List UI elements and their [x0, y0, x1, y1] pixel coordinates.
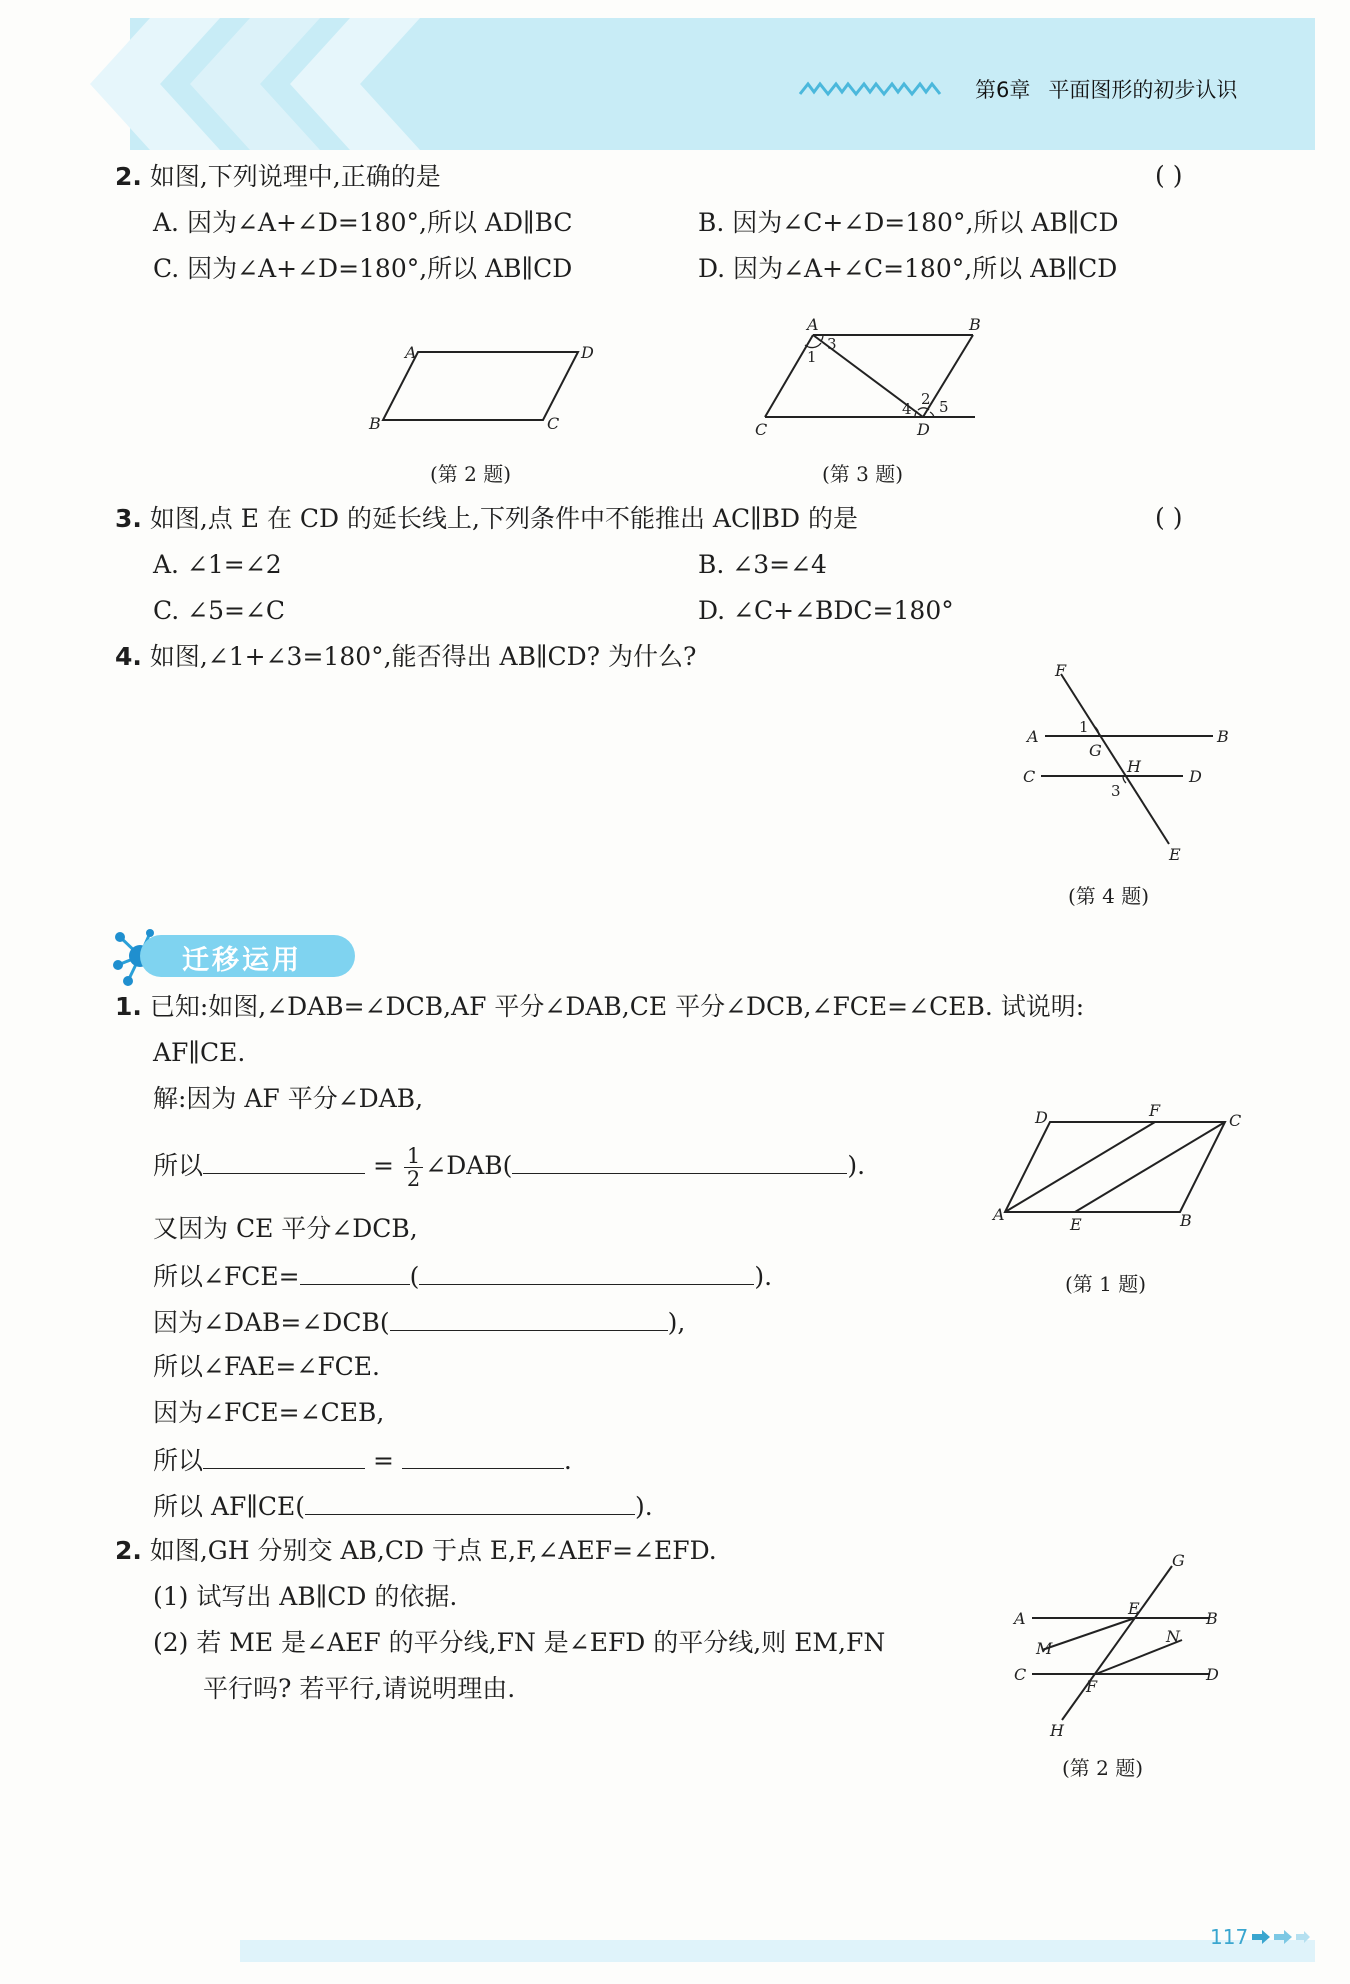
- t1-blank-1[interactable]: [203, 1147, 365, 1174]
- t1-label-e: E: [1070, 1215, 1082, 1234]
- q3-label-b: B: [969, 315, 981, 334]
- t1-line-5-prefix: 因为∠DAB=∠DCB(: [153, 1308, 390, 1337]
- q2-figure: [365, 335, 605, 435]
- q2-label-c: C: [547, 414, 560, 433]
- q4-label-f: F: [1055, 661, 1067, 680]
- q4-label-g: G: [1089, 741, 1102, 760]
- q4-stem-line: [115, 640, 696, 674]
- t2-label-h: H: [1050, 1721, 1064, 1740]
- q4-label-1: 1: [1079, 718, 1089, 736]
- q4-figure-caption: (第 4 题): [1068, 884, 1150, 908]
- q3-figure: [745, 312, 985, 442]
- t2-label-e: E: [1128, 1599, 1140, 1618]
- q2-label-d: D: [581, 343, 594, 362]
- t1-line-4-close: ).: [754, 1262, 773, 1291]
- t2-label-c: C: [1014, 1665, 1027, 1684]
- t1-frac-den: 2: [406, 1167, 421, 1191]
- q3-label-5: 5: [939, 398, 949, 416]
- q3-option-b: B. ∠3=∠4: [698, 550, 827, 579]
- page-number: 117: [1210, 1925, 1249, 1949]
- q4-figure: [1015, 662, 1235, 862]
- t2-label-g: G: [1172, 1551, 1185, 1570]
- q3-option-c: C. ∠5=∠C: [153, 596, 286, 625]
- t1-line-3: 又因为 CE 平分∠DCB,: [153, 1214, 418, 1243]
- q3-label-a: A: [807, 315, 819, 334]
- t2-label-b: B: [1206, 1609, 1218, 1628]
- t1-figure-caption: (第 1 题): [1065, 1272, 1147, 1296]
- t1-line-2-angle: ∠DAB(: [425, 1151, 513, 1180]
- q3-label-d: D: [917, 420, 930, 439]
- t1-blank-7[interactable]: [402, 1442, 564, 1469]
- q2-option-d: D. 因为∠A+∠C=180°,所以 AB∥CD: [698, 254, 1118, 283]
- t1-line-5-close: ),: [667, 1308, 686, 1337]
- t1-blank-2[interactable]: [512, 1147, 847, 1174]
- t2-sub-2b: 平行吗? 若平行,请说明理由.: [203, 1674, 516, 1703]
- t1-line-9-close: ).: [635, 1492, 653, 1521]
- t1-fraction: [404, 1145, 423, 1190]
- footer-band: [240, 1940, 1315, 1962]
- q2-option-b: B. 因为∠C+∠D=180°,所以 AB∥CD: [698, 208, 1119, 237]
- t1-line-4-open: (: [409, 1262, 420, 1291]
- t1-stem-2: AF∥CE.: [153, 1038, 246, 1067]
- t1-line-4: [153, 1258, 772, 1294]
- t1-line-8: [153, 1442, 572, 1478]
- q2-figure-caption: (第 2 题): [430, 462, 512, 486]
- t2-figure-caption: (第 2 题): [1062, 1756, 1144, 1780]
- t2-label-a: A: [1014, 1609, 1026, 1628]
- chapter-title: 平面图形的初步认识: [1048, 78, 1238, 102]
- q3-label-1: 1: [807, 348, 817, 366]
- q3-stem: 如图,点 E 在 CD 的延长线上,下列条件中不能推出 AC∥BD 的是: [149, 504, 859, 533]
- q2-label-a: A: [405, 343, 417, 362]
- t1-label-d: D: [1035, 1108, 1048, 1127]
- q3-stem-line: [115, 502, 858, 536]
- t2-label-f: F: [1086, 1677, 1098, 1696]
- q2-answer-paren: ( ): [1155, 161, 1183, 190]
- t1-line-2-close: ).: [847, 1151, 866, 1180]
- t2-sub-1: (1) 试写出 AB∥CD 的依据.: [153, 1582, 458, 1611]
- t1-number: 1.: [115, 992, 142, 1021]
- q2-option-a: A. 因为∠A+∠D=180°,所以 AD∥BC: [153, 208, 573, 237]
- q2-label-b: B: [369, 414, 381, 433]
- q2-number: 2.: [115, 162, 142, 191]
- chevron-decoration-icon: [130, 18, 650, 150]
- q4-label-d: D: [1189, 767, 1202, 786]
- q4-label-c: C: [1023, 767, 1036, 786]
- q2-stem-line: [115, 160, 441, 194]
- t1-line-8-end: .: [563, 1446, 572, 1475]
- t1-label-f: F: [1149, 1101, 1161, 1120]
- q4-label-a: A: [1027, 727, 1039, 746]
- t1-stem-line-1: [115, 990, 1084, 1024]
- wave-decoration-icon: [800, 80, 950, 96]
- t2-number: 2.: [115, 1536, 142, 1565]
- q2-option-c: C. 因为∠A+∠D=180°,所以 AB∥CD: [153, 254, 573, 283]
- t2-stem: 如图,GH 分别交 AB,CD 于点 E,F,∠AEF=∠EFD.: [149, 1536, 717, 1565]
- q4-label-e: E: [1169, 845, 1181, 864]
- section-title: 迁移运用: [182, 945, 302, 976]
- q3-label-c: C: [755, 420, 768, 439]
- q4-label-b: B: [1217, 727, 1229, 746]
- t1-line-8-eq: =: [372, 1446, 394, 1475]
- t1-label-a: A: [993, 1205, 1005, 1224]
- t1-line-8-prefix: 所以: [153, 1446, 204, 1475]
- q3-answer-paren: ( ): [1155, 503, 1183, 532]
- t2-label-m: M: [1036, 1639, 1053, 1658]
- t2-label-n: N: [1166, 1627, 1180, 1646]
- t1-line-1: 解:因为 AF 平分∠DAB,: [153, 1084, 424, 1113]
- q3-option-d: D. ∠C+∠BDC=180°: [698, 596, 954, 625]
- t1-line-6: 所以∠FAE=∠FCE.: [153, 1352, 380, 1381]
- q2-stem: 如图,下列说理中,正确的是: [149, 162, 441, 191]
- t1-line-2-eq: =: [372, 1151, 394, 1180]
- t1-line-5: [153, 1304, 685, 1340]
- t1-line-9: [153, 1488, 653, 1524]
- t2-sub-2a: (2) 若 ME 是∠AEF 的平分线,FN 是∠EFD 的平分线,则 EM,FN: [153, 1628, 886, 1657]
- q4-label-h: H: [1127, 757, 1141, 776]
- q4-number: 4.: [115, 642, 142, 671]
- t1-frac-num: 1: [404, 1145, 423, 1168]
- q4-label-3: 3: [1111, 782, 1121, 800]
- chapter-header: [975, 74, 1237, 104]
- q3-number: 3.: [115, 504, 142, 533]
- t1-blank-5[interactable]: [390, 1304, 668, 1331]
- q3-label-3: 3: [827, 335, 837, 353]
- q3-option-a: A. ∠1=∠2: [153, 550, 282, 579]
- t1-label-c: C: [1229, 1111, 1242, 1130]
- t1-blank-4[interactable]: [419, 1258, 754, 1285]
- t2-stem-line: [115, 1534, 717, 1568]
- t1-blank-3[interactable]: [300, 1258, 410, 1285]
- t1-line-2: [153, 1145, 865, 1190]
- q3-label-4: 4: [902, 400, 912, 418]
- t1-line-7: 因为∠FCE=∠CEB,: [153, 1398, 385, 1427]
- t1-blank-6[interactable]: [203, 1442, 365, 1469]
- t2-figure: [1010, 1550, 1240, 1740]
- t1-blank-8[interactable]: [305, 1488, 635, 1515]
- t1-label-b: B: [1180, 1211, 1192, 1230]
- q4-stem: 如图,∠1+∠3=180°,能否得出 AB∥CD? 为什么?: [149, 642, 697, 671]
- t1-stem-1: 已知:如图,∠DAB=∠DCB,AF 平分∠DAB,CE 平分∠DCB,∠FCE=∠CEB. 试说明:: [149, 992, 1085, 1021]
- arrow-decoration-icon: [1252, 1930, 1312, 1944]
- t1-line-2-prefix: 所以: [153, 1151, 204, 1180]
- chapter-number: 第6章: [975, 78, 1031, 102]
- t1-figure: [995, 1100, 1255, 1240]
- q3-label-2: 2: [921, 390, 931, 408]
- t2-label-d: D: [1206, 1665, 1219, 1684]
- t1-line-9-prefix: 所以 AF∥CE(: [153, 1492, 306, 1521]
- t1-line-4-prefix: 所以∠FCE=: [153, 1262, 300, 1291]
- q3-figure-caption: (第 3 题): [822, 462, 904, 486]
